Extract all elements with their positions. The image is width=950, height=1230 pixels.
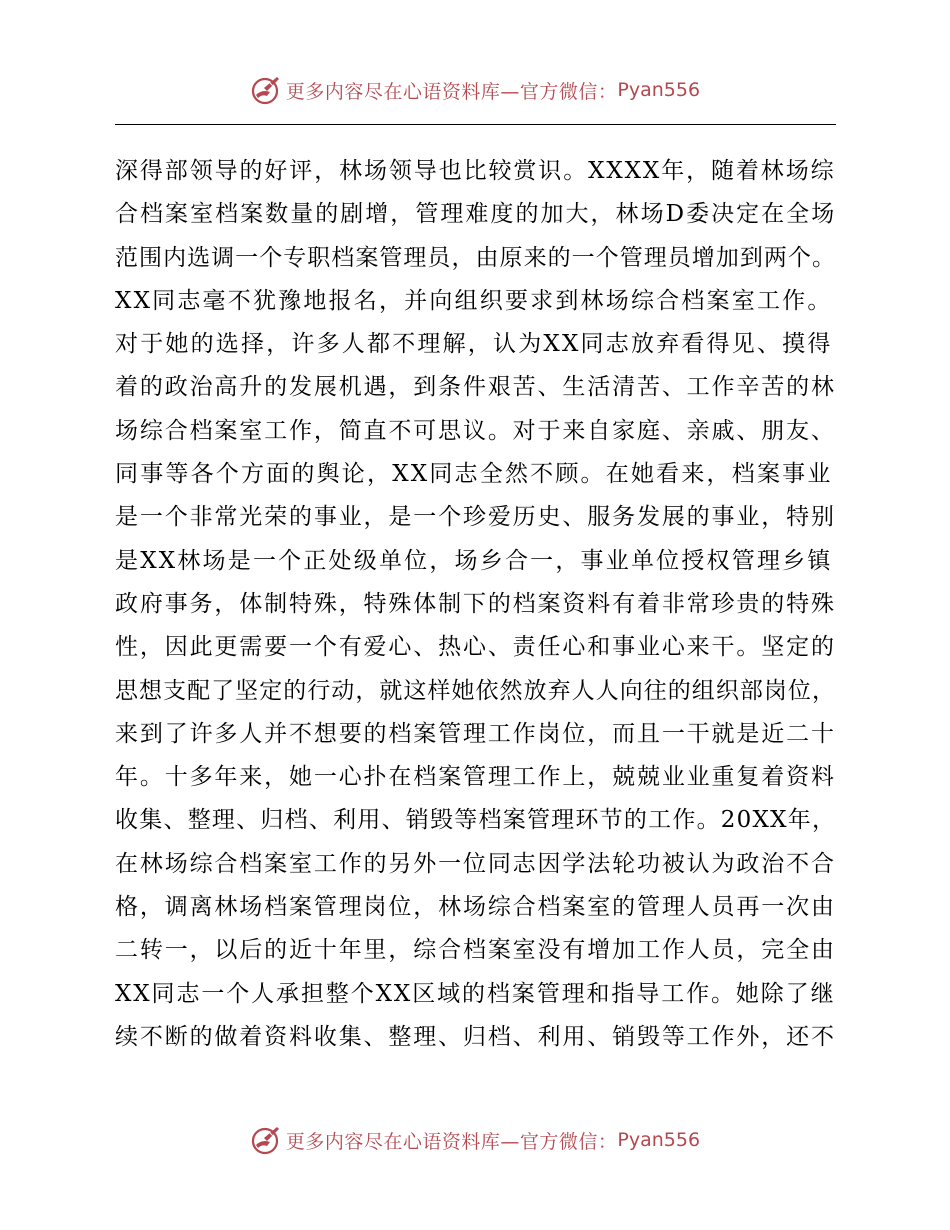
header-divider <box>115 124 836 125</box>
text-line: 续不断的做着资料收集、整理、归档、利用、销毁等工作外，还不 <box>115 1023 836 1050</box>
text-line: XX同志一个人承担整个XX区域的档案管理和指导工作。她除了继 <box>115 980 836 1007</box>
text-line: 范围内选调一个专职档案管理员，由原来的一个管理员增加到两个。 <box>115 244 836 271</box>
text-line: 同事等各个方面的舆论，XX同志全然不顾。在她看来，档案事业 <box>115 461 833 488</box>
text-line: 格，调离林场档案管理岗位，林场综合档案室的管理人员再一次由 <box>115 894 836 921</box>
text-line: 是XX林场是一个正处级单位，场乡合一，事业单位授权管理乡镇 <box>115 547 833 574</box>
text-line: 政府事务，体制特殊，特殊体制下的档案资料有着非常珍贵的特殊 <box>115 590 836 617</box>
watermark-wechat-handle: Pyan556 <box>617 1129 701 1151</box>
text-line: 深得部领导的好评，林场领导也比较赏识。XXXX年，随着林场综 <box>115 158 836 184</box>
text-line: 来到了许多人并不想要的档案管理工作岗位，而且一干就是近二十 <box>115 720 836 747</box>
text-line: 在林场综合档案室工作的另外一位同志因学法轮功被认为政治不合 <box>115 850 836 877</box>
book-quill-logo-icon <box>250 74 282 106</box>
document-body <box>115 150 836 1059</box>
text-line: 合档案室档案数量的剧增，管理难度的加大，林场D委决定在全场 <box>115 201 837 228</box>
text-line: 二转一，以后的近十年里，综合档案室没有增加工作人员，完全由 <box>115 937 836 964</box>
footer-watermark <box>0 1122 950 1158</box>
text-line: XX同志毫不犹豫地报名，并向组织要求到林场综合档案室工作。 <box>115 287 833 314</box>
watermark-text: 更多内容尽在心语资料库—官方微信： <box>285 1130 618 1153</box>
text-line: 性，因此更需要一个有爱心、热心、责任心和事业心来干。坚定的 <box>115 634 836 661</box>
watermark-text: 更多内容尽在心语资料库—官方微信： <box>285 80 618 103</box>
text-line: 着的政治高升的发展机遇，到条件艰苦、生活清苦、工作辛苦的林 <box>115 374 836 401</box>
header-watermark <box>0 72 950 108</box>
book-quill-logo-icon <box>250 1124 282 1156</box>
text-line: 是一个非常光荣的事业，是一个珍爱历史、服务发展的事业，特别 <box>115 504 836 531</box>
text-line: 思想支配了坚定的行动，就这样她依然放弃人人向往的组织部岗位， <box>115 677 836 704</box>
text-line: 年。十多年来，她一心扑在档案管理工作上，兢兢业业重复着资料 <box>115 764 836 791</box>
watermark-wechat-handle: Pyan556 <box>617 79 701 101</box>
text-line: 场综合档案室工作，简直不可思议。对于来自家庭、亲戚、朋友、 <box>115 417 836 444</box>
text-line: 收集、整理、归档、利用、销毁等档案管理环节的工作。20XX年， <box>115 807 837 834</box>
text-line: 对于她的选择，许多人都不理解，认为XX同志放弃看得见、摸得 <box>115 331 833 358</box>
